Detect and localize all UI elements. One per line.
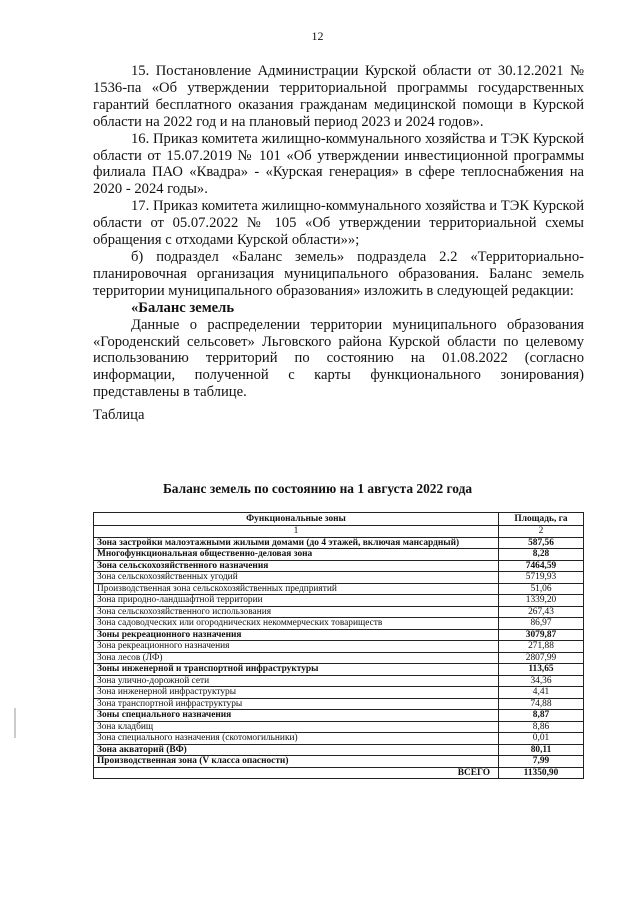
zone-area: 271,88 xyxy=(499,641,584,653)
scan-edge-mark xyxy=(14,708,16,738)
paragraph-item-17: 17. Приказ комитета жилищно-коммунального хозяйства и ТЭК Курской области от 05.07.2022 № 105 «Об утверждении территориальной схемы обращения с отходами Курской области»»; xyxy=(93,198,584,249)
total-row xyxy=(94,767,584,779)
zone-area: 4,41 xyxy=(499,687,584,699)
zone-name: Зона сельскохозяйственного использования xyxy=(94,606,499,618)
zone-name: Зона рекреационного назначения xyxy=(94,641,499,653)
page-number: 12 xyxy=(311,29,324,43)
zone-name: Зона акваторий (ВФ) xyxy=(94,744,499,756)
intro-paragraph: Данные о распределении территории муниципального образования «Городенский сельсовет» Льговского района Курской области по целевому использованию территорий по состоянию на 01.08.2022 (согласно информации, полученной с карты функционального зонирования) представлены в таблице. xyxy=(93,316,584,401)
zone-name: Зона лесов (ЛФ) xyxy=(94,652,499,664)
zone-name: Зона застройки малоэтажными жилыми домами (до 4 этажей, включая мансардный) xyxy=(94,537,499,549)
header-zones: Функциональные зоны xyxy=(94,513,499,526)
table-row xyxy=(94,537,584,549)
zone-area: 7,99 xyxy=(499,756,584,768)
table-row xyxy=(94,698,584,710)
zone-name: Зона кладбищ xyxy=(94,721,499,733)
zone-area: 5719,93 xyxy=(499,572,584,584)
zone-name: Зона специального назначения (скотомогильники) xyxy=(94,733,499,745)
table-title: Баланс земель по состоянию на 1 августа 2022 года xyxy=(162,481,473,496)
table-label: Таблица xyxy=(93,407,145,424)
zone-area: 267,43 xyxy=(499,606,584,618)
document-body xyxy=(93,63,584,424)
land-balance-table xyxy=(93,512,584,779)
zone-name: Многофункциональная общественно-деловая зона xyxy=(94,549,499,561)
table-row xyxy=(94,606,584,618)
zone-name: Производственная зона сельскохозяйственных предприятий xyxy=(94,583,499,595)
table-row xyxy=(94,595,584,607)
table-row xyxy=(94,583,584,595)
header-area: Площадь, га xyxy=(499,513,584,526)
zone-area: 587,56 xyxy=(499,537,584,549)
table-row xyxy=(94,629,584,641)
zone-area: 7464,59 xyxy=(499,560,584,572)
table-row xyxy=(94,675,584,687)
table-row xyxy=(94,744,584,756)
zone-area: 8,28 xyxy=(499,549,584,561)
total-label: ВСЕГО xyxy=(94,767,499,779)
table-row xyxy=(94,687,584,699)
zone-area: 8,87 xyxy=(499,710,584,722)
table-row xyxy=(94,733,584,745)
zone-area: 51,06 xyxy=(499,583,584,595)
table-row xyxy=(94,710,584,722)
zone-area: 8,86 xyxy=(499,721,584,733)
zone-area: 2807,99 xyxy=(499,652,584,664)
total-value: 11350,90 xyxy=(499,767,584,779)
table-row xyxy=(94,756,584,768)
table-row xyxy=(94,618,584,630)
zone-area: 80,11 xyxy=(499,744,584,756)
zone-name: Производственная зона (V класса опасности) xyxy=(94,756,499,768)
zone-name: Зона транспортной инфраструктуры xyxy=(94,698,499,710)
zone-area: 86,97 xyxy=(499,618,584,630)
column-number: 1 xyxy=(94,526,499,538)
zone-name: Зоны специального назначения xyxy=(94,710,499,722)
zone-name: Зоны рекреационного назначения xyxy=(94,629,499,641)
zone-name: Зона сельскохозяйственных угодий xyxy=(94,572,499,584)
zone-name: Зона садоводческих или огороднических некоммерческих товариществ xyxy=(94,618,499,630)
zone-name: Зона инженерной инфраструктуры xyxy=(94,687,499,699)
column-number: 2 xyxy=(499,526,584,538)
section-heading: «Баланс земель xyxy=(131,299,235,316)
table-row xyxy=(94,560,584,572)
zone-name: Зоны инженерной и транспортной инфраструктуры xyxy=(94,664,499,676)
zone-area: 113,65 xyxy=(499,664,584,676)
paragraph-item-15: 15. Постановление Администрации Курской области от 30.12.2021 № 1536-па «Об утверждении территориальной программы государственных гарантий бесплатного оказания гражданам медицинской помощи в Курской области на 2022 год и на плановый период 2023 и 2024 годов». xyxy=(93,63,584,130)
zone-name: Зона сельскохозяйственного назначения xyxy=(94,560,499,572)
table-row xyxy=(94,641,584,653)
table-row xyxy=(94,664,584,676)
table-row xyxy=(94,721,584,733)
table-header-row xyxy=(94,513,584,526)
paragraph-subsection-b: б) подраздел «Баланс земель» подраздела 2.2 «Территориально-планировочная организация муниципального образования. Баланс земель территории муниципального образования» изложить в следующей редакции: xyxy=(93,248,584,299)
column-number-row xyxy=(94,526,584,538)
zone-area: 3079,87 xyxy=(499,629,584,641)
paragraph-item-16: 16. Приказ комитета жилищно-коммунального хозяйства и ТЭК Курской области от 15.07.2019 № 101 «Об утверждении инвестиционной программы филиала ПАО «Квадра» - «Курская генерация» в сфере теплоснабжения на 2020 - 2024 годы». xyxy=(93,130,584,198)
zone-area: 74,88 xyxy=(499,698,584,710)
zone-name: Зона улично-дорожной сети xyxy=(94,675,499,687)
zone-name: Зона природно-ландшафтной территории xyxy=(94,595,499,607)
zone-area: 0,01 xyxy=(499,733,584,745)
table-row xyxy=(94,572,584,584)
zone-area: 34,36 xyxy=(499,675,584,687)
table-row xyxy=(94,549,584,561)
zone-area: 1339,20 xyxy=(499,595,584,607)
table-row xyxy=(94,652,584,664)
